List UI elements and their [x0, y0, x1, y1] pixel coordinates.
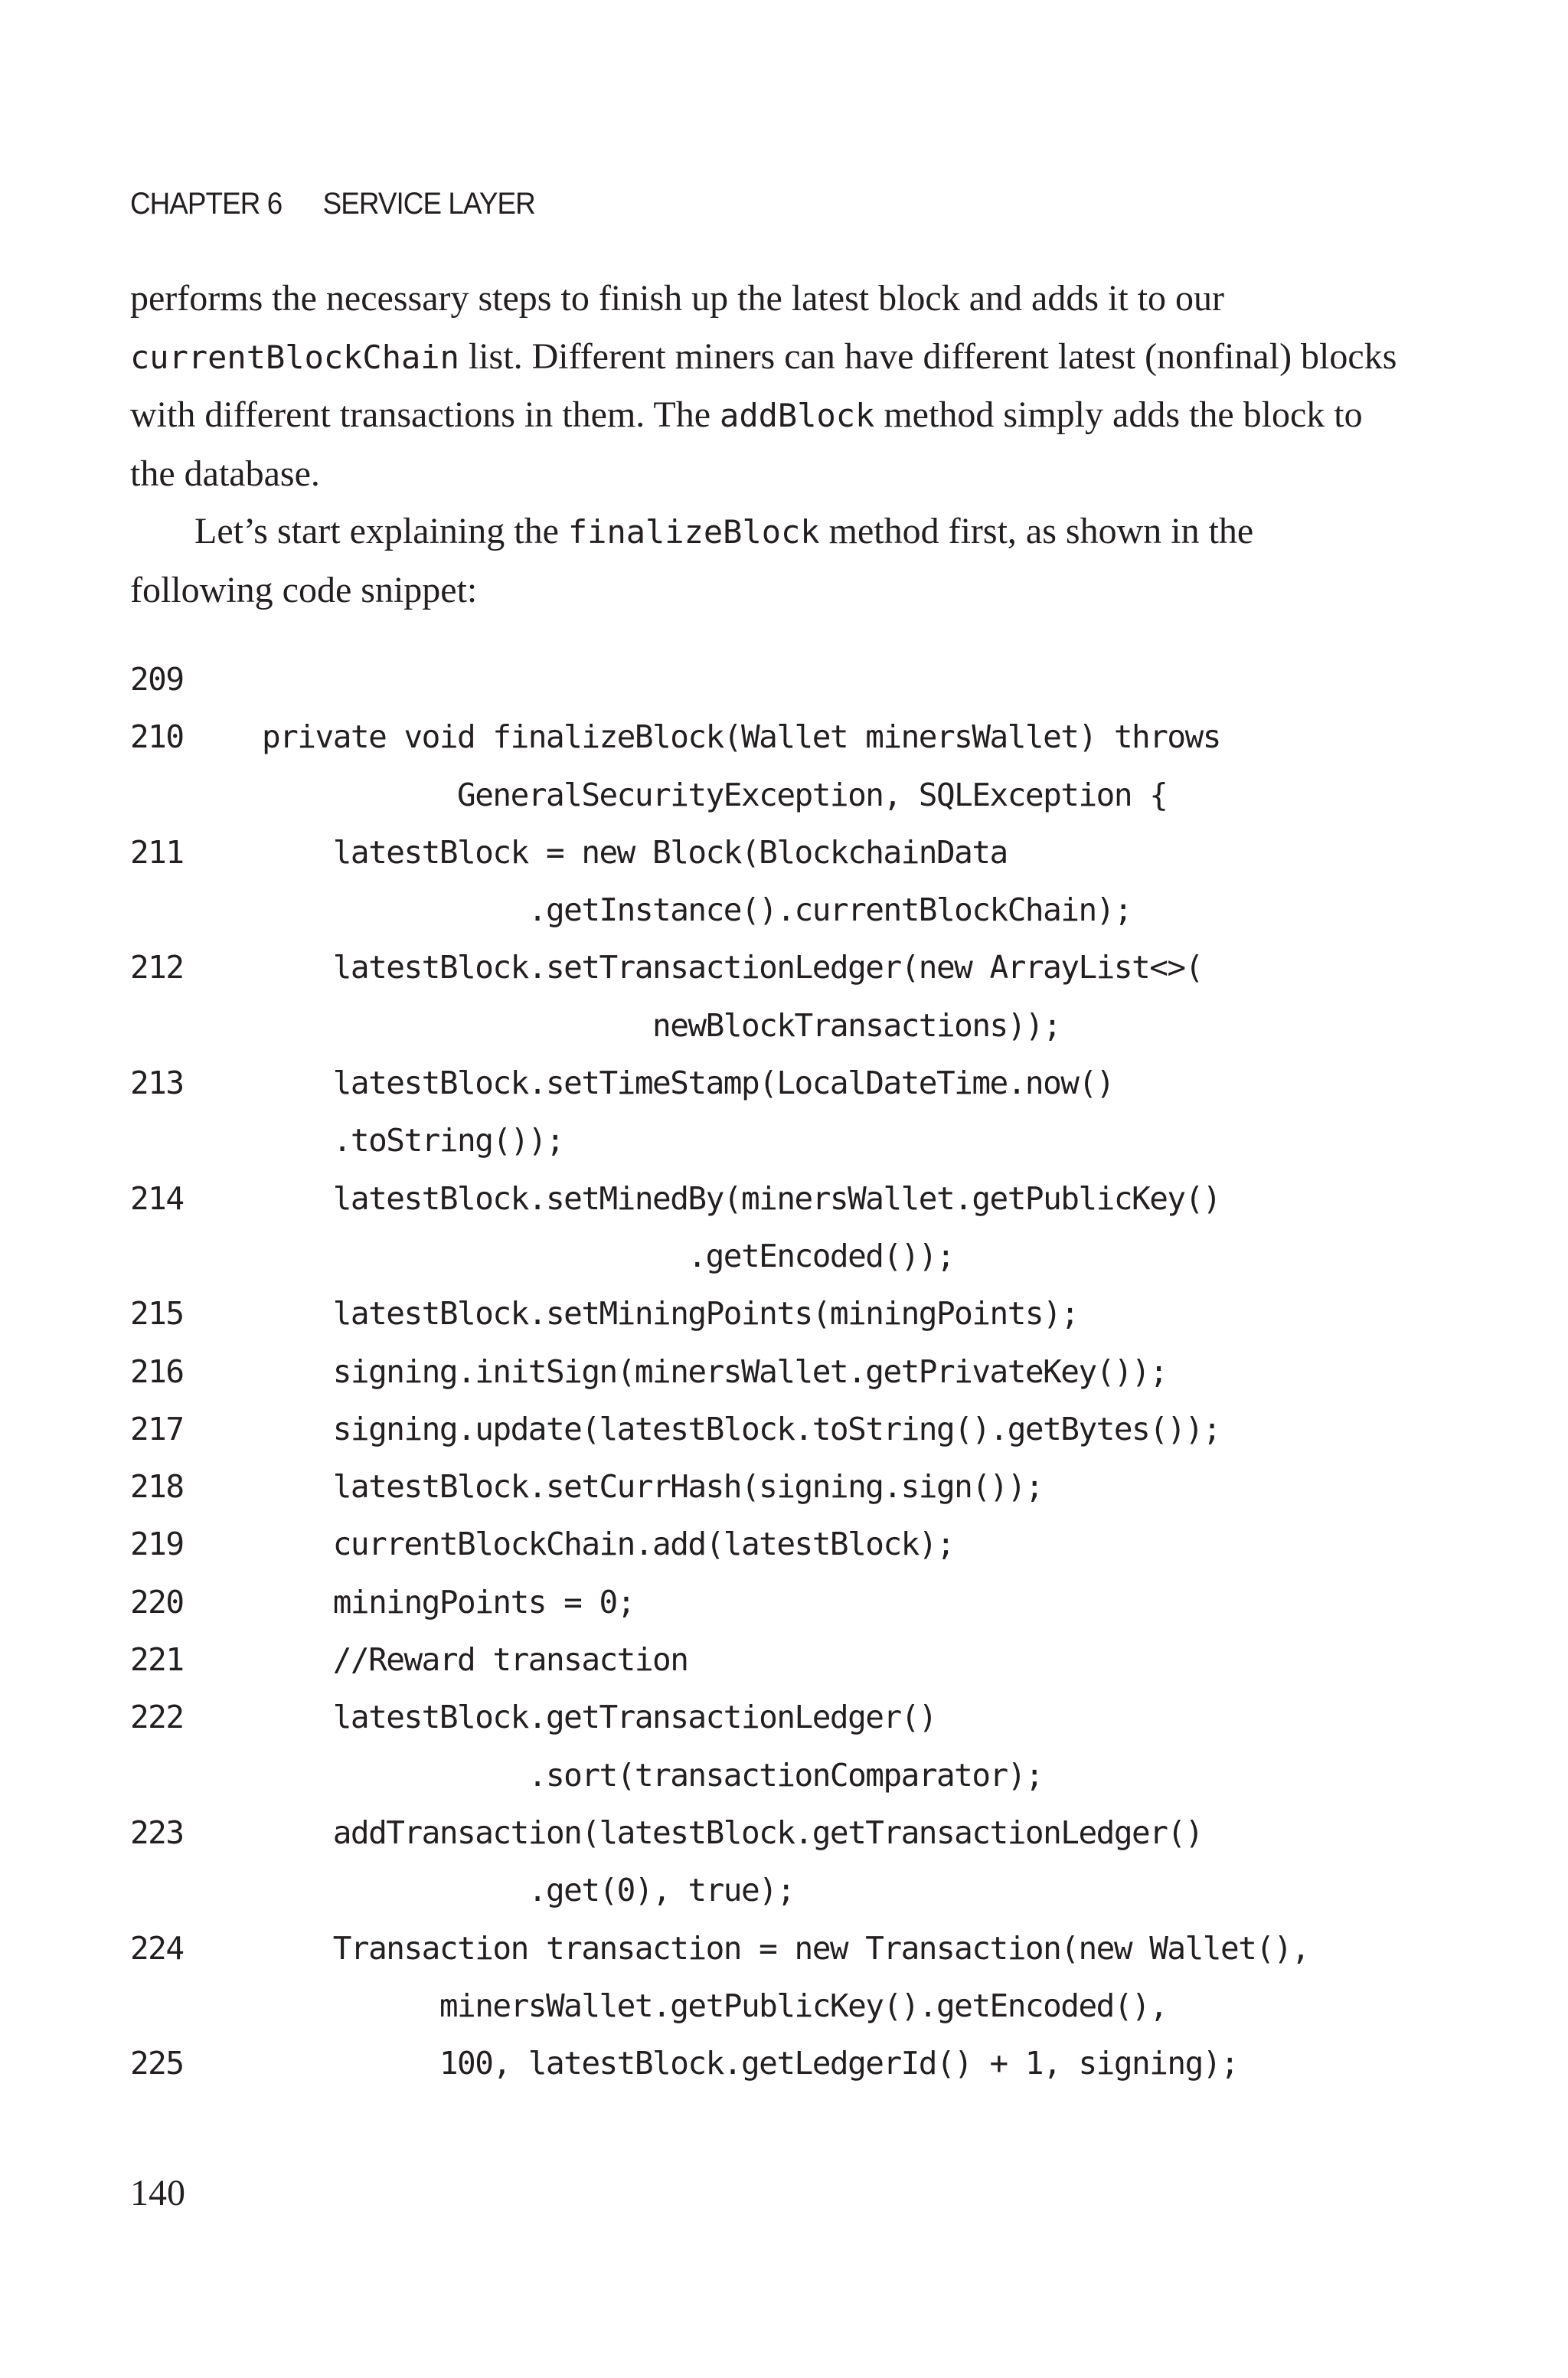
- code-text: signing.initSign(minersWallet.getPrivateKey());: [262, 1353, 1168, 1390]
- code-text: signing.update(latestBlock.toString().getBytes());: [262, 1410, 1220, 1447]
- line-number: 221: [130, 1641, 184, 1679]
- code-text: currentBlockChain.add(latestBlock);: [262, 1526, 955, 1563]
- code-text: latestBlock.getTransactionLedger(): [262, 1699, 936, 1736]
- code-text: miningPoints = 0;: [262, 1583, 635, 1621]
- paragraph-2: Let’s start explaining the finalizeBlock method first, as shown in the following code snippet:: [130, 511, 1254, 610]
- line-number: 216: [130, 1353, 184, 1390]
- paragraph-1: performs the necessary steps to finish up the latest block and adds it to our currentBlockChain list. Different miners can have different latest (nonfinal) blocks with different transactions in them. The addBlock method simply adds the block to the database.: [130, 278, 1397, 494]
- line-number: 218: [130, 1468, 184, 1506]
- code-text: .getInstance().currentBlockChain);: [262, 891, 1132, 929]
- code-text: .toString());: [262, 1122, 564, 1160]
- running-header: [130, 187, 535, 221]
- line-number: 211: [130, 833, 184, 871]
- line-number: 214: [130, 1179, 184, 1217]
- line-number: 217: [130, 1410, 184, 1447]
- line-number: 225: [130, 2045, 184, 2082]
- line-number: 222: [130, 1699, 184, 1736]
- inline-code-finalizeBlock: finalizeBlock: [567, 513, 820, 551]
- code-text: latestBlock.setMiningPoints(miningPoints);: [262, 1295, 1079, 1333]
- code-text: //Reward transaction: [262, 1641, 688, 1679]
- code-text: addTransaction(latestBlock.getTransactionLedger(): [262, 1814, 1203, 1851]
- code-text: .sort(transactionComparator);: [262, 1756, 1044, 1794]
- code-text: latestBlock = new Block(BlockchainData: [262, 833, 1008, 871]
- code-text: minersWallet.getPublicKey().getEncoded(),: [262, 1987, 1168, 2024]
- line-number: 223: [130, 1814, 184, 1851]
- line-number: 212: [130, 949, 184, 986]
- line-number: 213: [130, 1065, 184, 1102]
- line-number: 209: [130, 661, 184, 698]
- code-text: .get(0), true);: [262, 1872, 795, 1909]
- code-text: latestBlock.setCurrHash(signing.sign());: [262, 1468, 1044, 1506]
- code-text: .getEncoded());: [262, 1237, 955, 1274]
- code-text: latestBlock.setTimeStamp(LocalDateTime.now(): [262, 1065, 1114, 1102]
- code-text: newBlockTransactions));: [262, 1006, 1061, 1044]
- code-text: private void finalizeBlock(Wallet minersWallet) throws: [262, 718, 1220, 756]
- code-text: latestBlock.setMinedBy(minersWallet.getPublicKey(): [262, 1179, 1220, 1217]
- line-number: 210: [130, 718, 184, 756]
- code-text: Transaction transaction = new Transaction(new Wallet(),: [262, 1929, 1309, 1967]
- code-text: latestBlock.setTransactionLedger(new ArrayList<>(: [262, 949, 1203, 986]
- section-label: SERVICE LAYER: [322, 187, 535, 221]
- line-number: 215: [130, 1295, 184, 1333]
- body-text: [130, 270, 1401, 619]
- inline-code-currentBlockChain: currentBlockChain: [130, 338, 459, 376]
- page-number: 140: [130, 2173, 185, 2213]
- line-number: 220: [130, 1583, 184, 1621]
- line-number: 224: [130, 1929, 184, 1967]
- inline-code-addBlock: addBlock: [720, 397, 875, 434]
- line-number: 219: [130, 1526, 184, 1563]
- code-text: 100, latestBlock.getLedgerId() + 1, signing);: [262, 2045, 1239, 2082]
- code-text: GeneralSecurityException, SQLException {: [262, 776, 1168, 813]
- chapter-label: CHAPTER 6: [130, 187, 283, 221]
